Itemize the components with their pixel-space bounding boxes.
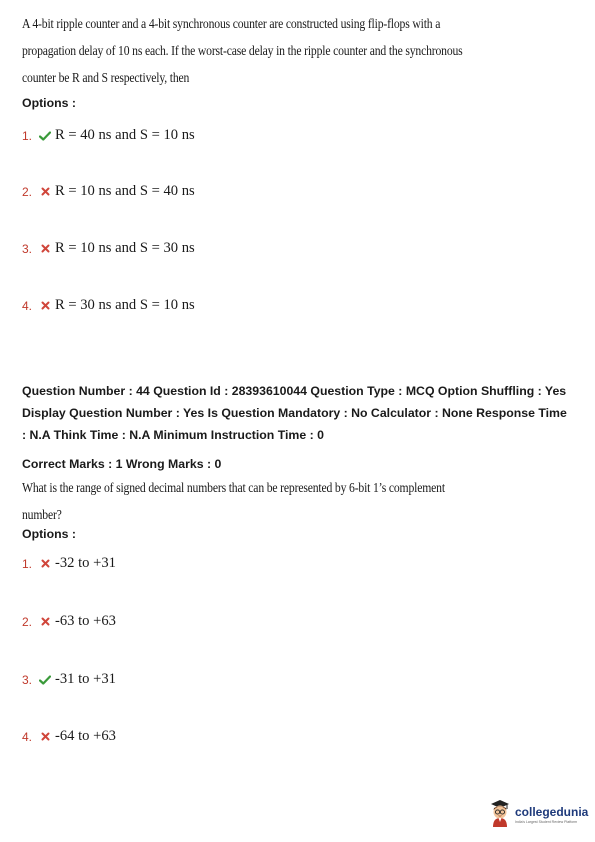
- q43-option-4: [22, 297, 195, 314]
- q43-option-1: [22, 127, 195, 144]
- q44-option-3: [22, 671, 116, 688]
- option-text: R = 30 ns and S = 10 ns: [55, 297, 195, 313]
- option-number: 4.: [22, 729, 33, 744]
- cross-icon: [38, 730, 52, 744]
- q44-text-line1: What is the range of signed decimal numbers that can be represented by 6-bit 1’s complement: [22, 480, 445, 495]
- logo-tagline: India's Largest Student Review Platform: [515, 820, 578, 824]
- q43-text-line2: propagation delay of 10 ns each. If the worst-case delay in the ripple counter and the synchronous: [22, 43, 463, 58]
- option-number: 2.: [22, 614, 33, 629]
- q44-text-line2: number?: [22, 507, 62, 522]
- check-icon: [38, 129, 52, 143]
- cross-icon: [38, 615, 52, 629]
- option-number: 2.: [22, 184, 33, 199]
- option-text: -31 to +31: [55, 671, 116, 687]
- option-number: 1.: [22, 128, 33, 143]
- q44-meta-line2: Display Question Number : Yes Is Question Mandatory : No Calculator : None Response Time: [22, 406, 567, 420]
- check-icon: [38, 673, 52, 687]
- option-number: 4.: [22, 298, 33, 313]
- q44-option-1: [22, 555, 116, 572]
- q44-meta-line1: Question Number : 44 Question Id : 28393610044 Question Type : MCQ Option Shuffling : Yes: [22, 384, 567, 398]
- q44-options-label: Options :: [22, 527, 76, 541]
- cross-icon: [38, 185, 52, 199]
- option-number: 3.: [22, 241, 33, 256]
- cross-icon: [38, 557, 52, 571]
- q44-meta-line3: : N.A Think Time : N.A Minimum Instruction Time : 0: [22, 428, 324, 442]
- q43-options-label: Options :: [22, 96, 76, 110]
- logo-name: collegedunia: [515, 805, 589, 819]
- option-text: R = 10 ns and S = 30 ns: [55, 240, 195, 256]
- option-text: -63 to +63: [55, 613, 116, 629]
- q44-text: [22, 474, 495, 528]
- q43-option-2: [22, 183, 195, 200]
- option-text: R = 10 ns and S = 40 ns: [55, 183, 195, 199]
- q44-option-2: [22, 613, 116, 630]
- option-number: 1.: [22, 556, 33, 571]
- q44-option-4: [22, 728, 116, 745]
- q43-text-line3: counter be R and S respectively, then: [22, 70, 190, 85]
- collegedunia-logo: [489, 797, 588, 832]
- option-text: R = 40 ns and S = 10 ns: [55, 127, 195, 143]
- option-number: 3.: [22, 672, 33, 687]
- q43-text-line1: A 4-bit ripple counter and a 4-bit synchronous counter are constructed using flip-flops with a: [22, 16, 441, 31]
- option-text: -64 to +63: [55, 728, 116, 744]
- cross-icon: [38, 242, 52, 256]
- mascot-icon: [489, 797, 511, 832]
- q43-option-3: [22, 240, 195, 257]
- q43-text: [22, 10, 495, 91]
- q44-meta: [22, 380, 582, 446]
- q44-marks: Correct Marks : 1 Wrong Marks : 0: [22, 457, 222, 471]
- cross-icon: [38, 299, 52, 313]
- option-text: -32 to +31: [55, 555, 116, 571]
